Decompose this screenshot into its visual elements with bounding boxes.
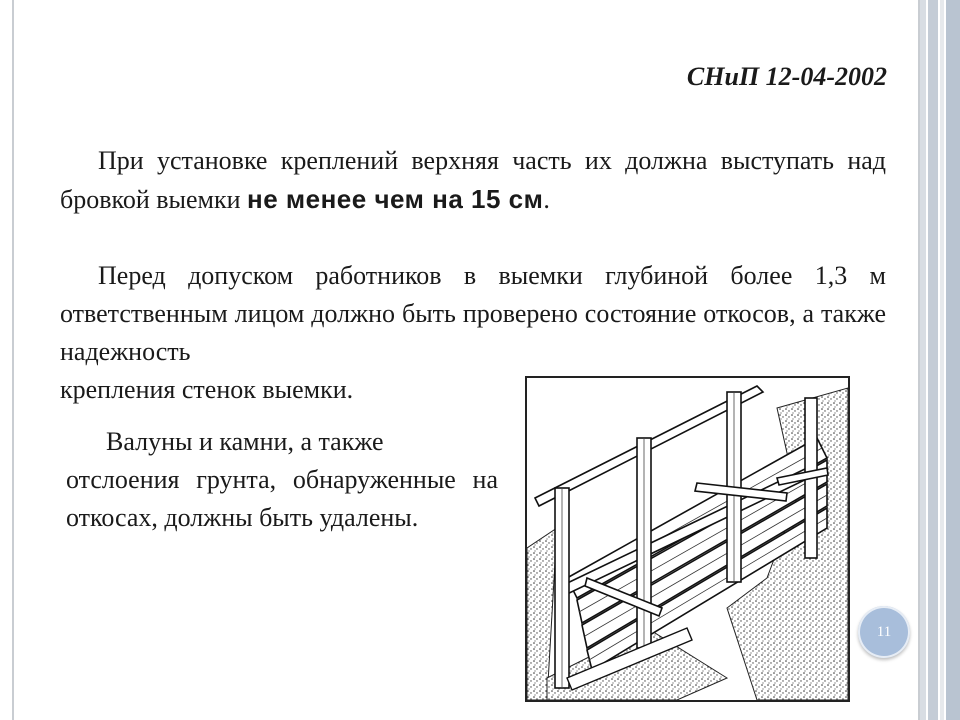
trench-shoring-illustration	[525, 376, 850, 702]
page-number-badge: 11	[858, 606, 910, 658]
paragraph-bold: не менее чем на 15 см	[247, 184, 544, 214]
slide-title: СНиП 12-04-2002	[686, 62, 887, 91]
side-rest: отслоения грунта, обнаруженные на откосах, должны быть удалены.	[66, 465, 498, 532]
paragraph-end: .	[543, 185, 550, 214]
decorative-stripes	[920, 0, 960, 720]
paragraph-shoring-height	[60, 142, 886, 219]
side-first-line: Валуны и камни, а также	[106, 427, 384, 456]
trench-shoring-icon	[527, 378, 848, 700]
paragraph-text: Перед допуском работников в выемки глубиной более 1,3 м ответственным лицом должно быть проверено состояние откосов, а также надежность	[60, 261, 886, 366]
paragraph-text: При установке креплений верхняя часть их должна выступать над бровкой выемки	[60, 146, 886, 214]
paragraph-last-line: крепления стенок выемки.	[60, 375, 354, 404]
side-paragraph-boulders	[66, 423, 498, 537]
